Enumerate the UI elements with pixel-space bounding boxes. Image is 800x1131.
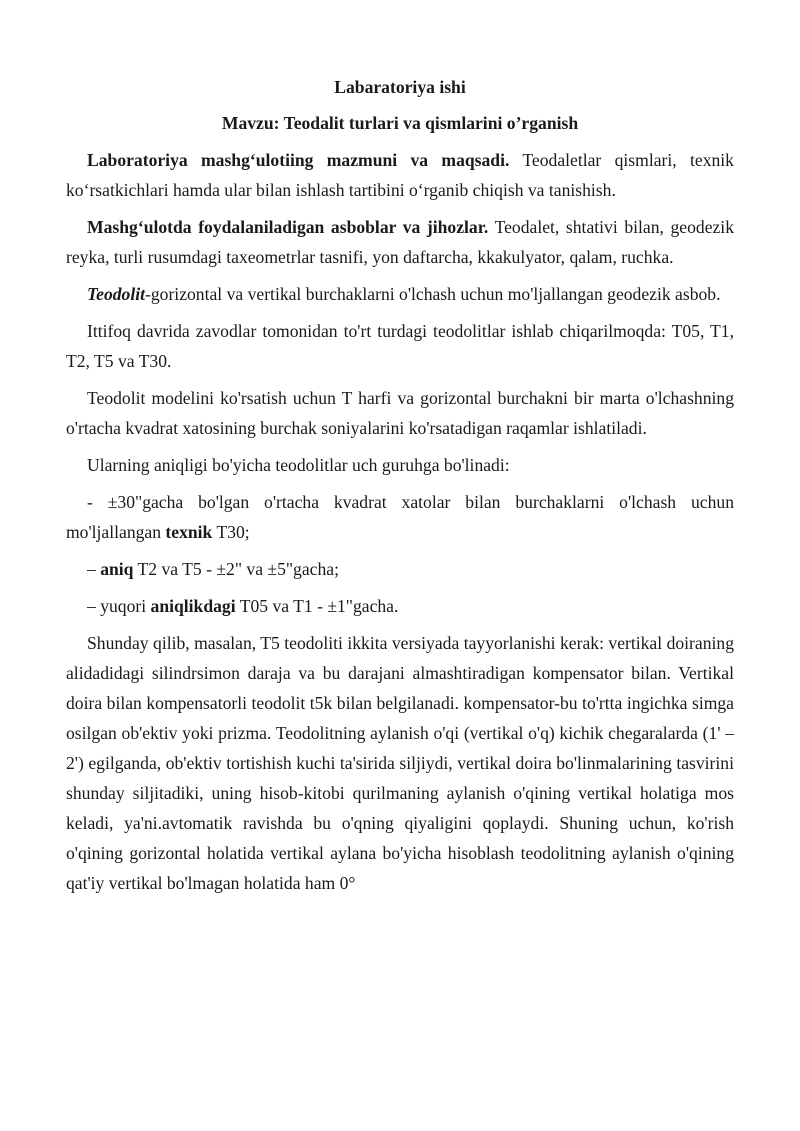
list-item-technical-after: T30; [212, 522, 250, 542]
equipment-text: Teodalet, shtativi bilan, geodezik reyka, turli rusumdagi taxeometrlar tasnifi, yon daftarcha, kkakulyator, qalam, ruchka. [66, 217, 734, 267]
paragraph-definition [66, 279, 734, 309]
list-item-technical-bold: texnik [165, 522, 213, 542]
list-item-accurate-bold: aniq [100, 559, 134, 579]
list-item-accurate-before: – [87, 559, 101, 579]
paragraph-production: Ittifoq davrida zavodlar tomonidan to'rt turdagi teodolitlar ishlab chiqarilmoqda: T05, T1, T2, T5 va T30. [66, 321, 734, 371]
paragraph-equipment [66, 212, 734, 272]
document-title: Labaratoriya ishi [334, 77, 466, 97]
list-item-high-accuracy-after: T05 va T1 - ±1"gacha. [235, 596, 399, 616]
definition-text: -gorizontal va vertikal burchaklarni o'lchash uchun mo'ljallangan geodezik asbob. [145, 284, 721, 304]
paragraph-compensator: Shunday qilib, masalan, T5 teodoliti ikkita versiyada tayyorlanishi kerak: vertikal doiraning alidadidagi silindrsimon daraja va bu darajani almashtiradigan kompensator bilan. Vertikal doira bilan kompensatorli teodolit t5k bilan belgilanadi. kompensator-bu to'rtta ingichka simga osilgan ob'ektiv yoki prizma. Teodolitning aylanish o'qi (vertikal o'q) kichik chegaralarda (1' – 2') egilganda, ob'ektiv tortishish kuchi ta'sirida siljiydi, vertikal doira bo'linmalarining tasvirini shunday siljitadiki, uning hisob-kitobi qurilmaning aylanish o'qining vertikal holatiga mos keladi, ya'ni.avtomatik ravishda bu o'qning qiyaligini qoplaydi. Shuning uchun, ko'rish o'qining gorizontal holatida vertikal aylana bo'yicha hisoblash teodolitning aylanish o'qining qat'iy vertikal bo'lmagan holatida ham 0° [66, 633, 734, 893]
paragraph-model-notation: Teodolit modelini ko'rsatish uchun T harfi va gorizontal burchakni bir marta o'lchashning o'rtacha kvadrat xatosining burchak soniyalarini ko'rsatadigan raqamlar ishlatiladi. [66, 388, 734, 438]
list-item-technical-before: - ±30"gacha bo'lgan o'rtacha kvadrat xatolar bilan burchaklarni o'lchash uchun mo'ljallangan [66, 492, 734, 542]
list-item-accurate [66, 554, 734, 584]
definition-term: Teodolit [87, 284, 145, 304]
list-item-high-accuracy [66, 591, 734, 621]
list-item-technical [66, 487, 734, 547]
equipment-heading: Mashg‘ulotda foydalaniladigan asboblar va jihozlar. [87, 217, 489, 237]
document-subtitle: Mavzu: Teodalit turlari va qismlarini o’rganish [221, 113, 579, 133]
list-item-accurate-after: T2 va T5 - ±2" va ±5"gacha; [133, 559, 339, 579]
paragraph-accuracy-groups: Ularning aniqligi bo'yicha teodolitlar uch guruhga bo'linadi: [87, 455, 510, 475]
purpose-text: Teodaletlar qismlari, texnik ko‘rsatkichlari hamda ular bilan ishlash tartibini o‘rganib chiqish va tanishish. [66, 150, 734, 200]
paragraph-purpose [66, 145, 734, 205]
list-item-high-accuracy-before: – yuqori [87, 596, 151, 616]
list-item-high-accuracy-bold: aniqlikdagi [150, 596, 236, 616]
purpose-heading: Laboratoriya mashg‘ulotiing mazmuni va maqsadi. [87, 150, 510, 170]
